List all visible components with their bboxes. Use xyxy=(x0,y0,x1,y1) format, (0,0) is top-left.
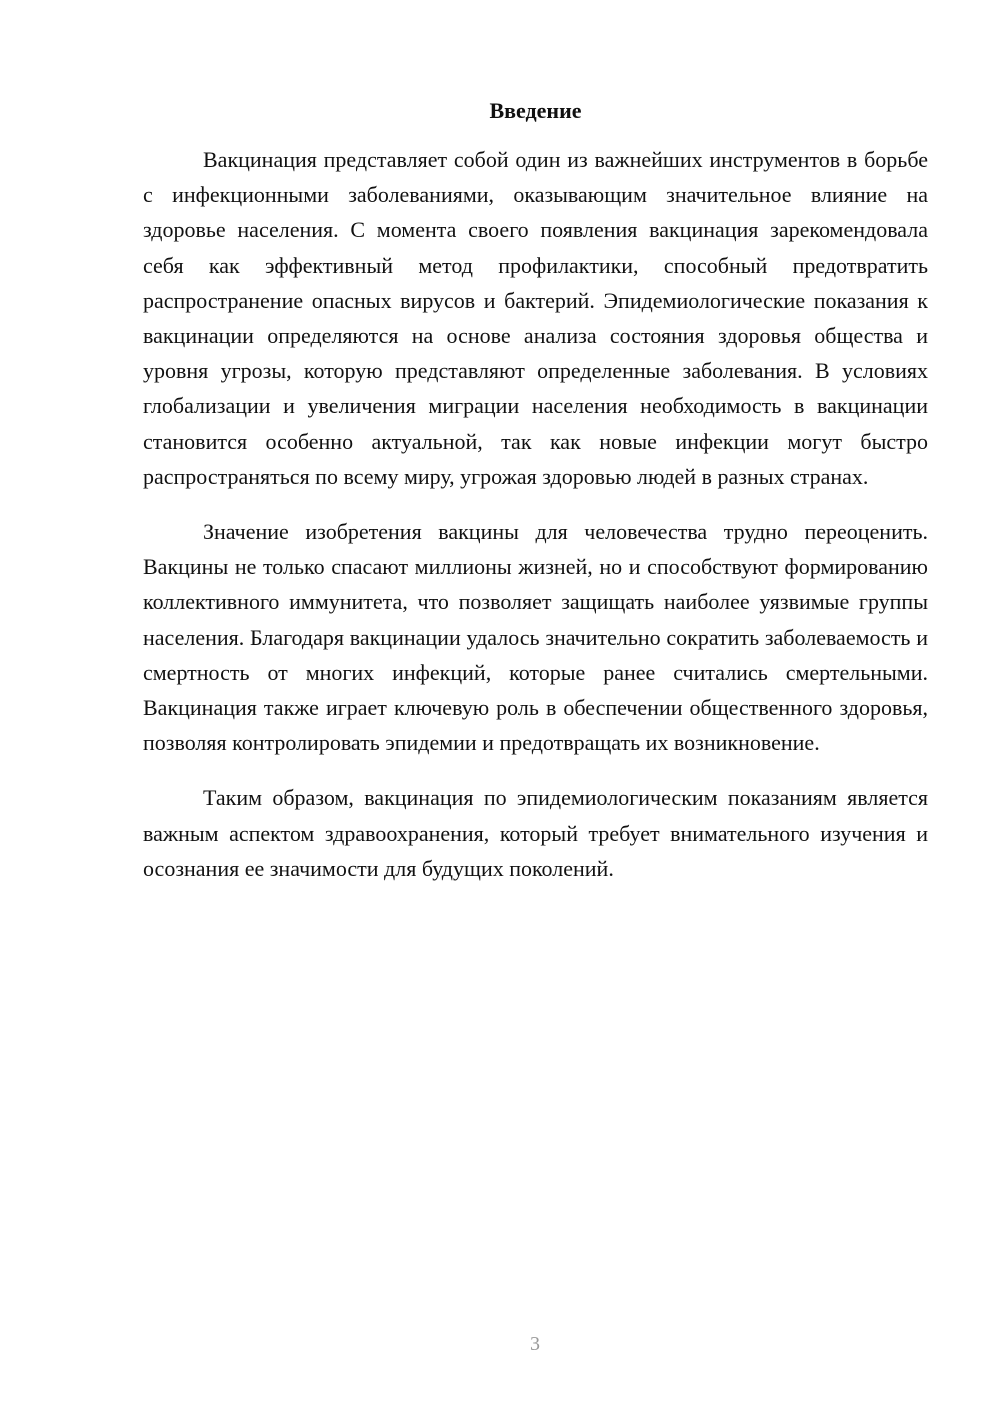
section-heading: Введение xyxy=(489,98,582,123)
paragraph-1: Вакцинация представляет собой один из важнейших инструментов в борьбе с инфекционными заболеваниями, оказывающим значительное влияние на здоровье населения. С момента своего появления вакцинация зарекомендовала себя как эффективный метод профилактики, способный предотвратить распространение опасных вирусов и бактерий. Эпидемиологические показания к вакцинации определяются на основе анализа состояния здоровья общества и уровня угрозы, которую представляют определенные заболевания. В условиях глобализации и увеличения миграции населения необходимость в вакцинации становится особенно актуальной, так как новые инфекции могут быстро распространяться по всему миру, угрожая здоровью людей в разных странах. xyxy=(143,147,928,489)
body-text xyxy=(143,142,928,906)
paragraph-2: Значение изобретения вакцины для человечества трудно переоценить. Вакцины не только спасают миллионы жизней, но и способствуют формированию коллективного иммунитета, что позволяет защищать наиболее уязвимые группы населения. Благодаря вакцинации удалось значительно сократить заболеваемость и смертность от многих инфекций, которые ранее считались смертельными. Вакцинация также играет ключевую роль в обеспечении общественного здоровья, позволяя контролировать эпидемии и предотвращать их возникновение. xyxy=(143,519,928,756)
page-number: 3 xyxy=(530,1333,540,1355)
paragraph-3: Таким образом, вакцинация по эпидемиологическим показаниям является важным аспектом здравоохранения, который требует внимательного изучения и осознания ее значимости для будущих поколений. xyxy=(143,785,928,881)
